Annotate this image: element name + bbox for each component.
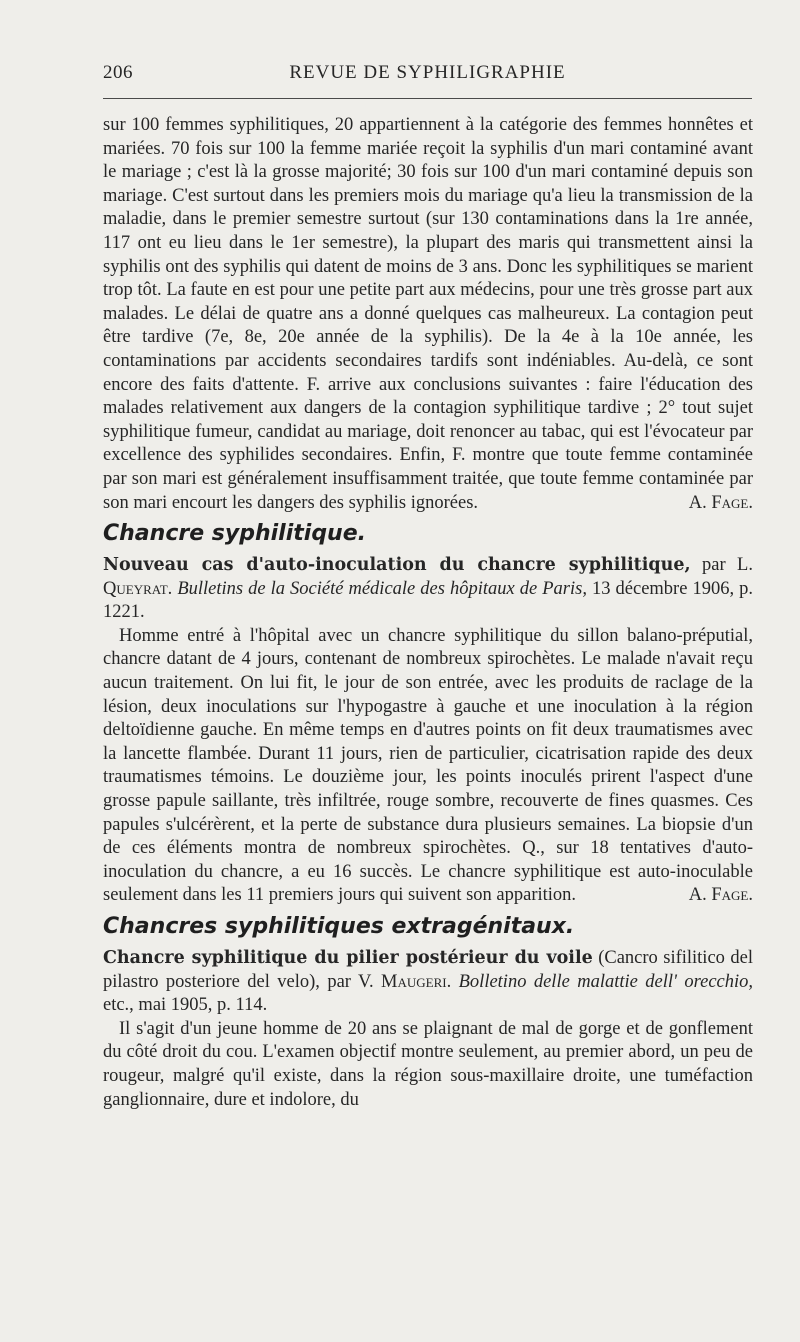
reference-author: Queyrat: [103, 578, 168, 599]
review-paragraph: [103, 114, 753, 515]
page-content: [103, 114, 753, 1112]
article-body-text: Homme entré à l'hôpital avec un chancre syphilitique du sillon balano-préputial, chancre datant de 4 jours, contenant de nombreux spirochètes. Le malade n'avait reçu aucun traitement. On lui fit, le jour de son entrée, avec les produits de raclage de la lésion, deux inoculations sur l'hypogastre à gauche et une inoculation à la région deltoïdienne gauche. En même temps en d'autres points on fit deux traumatismes avec la lancette flambée. Durant 11 jours, rien de particulier, cicatrisation rapide des deux traumatismes témoins. Le douzième jour, les points inoculés prirent l'aspect d'une grosse papule saillante, très infiltrée, rouge sombre, recouverte de fines quasmes. Ces papules s'ulcérèrent, et la perte de substance dura plusieurs semaines. La biopsie d'un de ces éléments montra de nombreux spirochètes. Q., sur 18 tentatives d'auto-inoculation du chancre, a eu 16 succès. Le chancre syphilitique est auto-inoculable seulement dans les 11 premiers jours qui suivent son apparition.: [103, 625, 753, 906]
journal-title: REVUE DE SYPHILIGRAPHIE: [289, 62, 566, 83]
reference-original-title: (Cancro sifilitico del pilastro posteriore del velo), par V.: [103, 948, 753, 992]
article-title: Nouveau cas d'auto-inoculation du chancre syphilitique,: [103, 555, 691, 576]
review-text: sur 100 femmes syphilitiques, 20 appartiennent à la catégorie des femmes honnêtes et mariées. 70 fois sur 100 la femme mariée reçoit la syphilis d'un mari contaminé avant le mariage ; c'est là la grosse majorité; 30 fois sur 100 d'un mari contaminé depuis son mariage. C'est surtout dans les premiers mois du mariage qu'a lieu la transmission de la maladie, dans le premier semestre surtout (sur 130 contaminations dans la 1re année, 117 ont eu lieu dans le 1er semestre), la plupart des maris qui transmettent ainsi la syphilis ont des syphilis qui datent de moins de 3 ans. Donc les syphilitiques se marient trop tôt. La faute en est pour une petite part aux médecins, pour une très grosse part aux malades. Le délai de quatre ans a donné quelques cas malheureux. La contagion peut être tardive (7e, 8e, 20e année de la syphilis). De la 4e à la 10e année, les contaminations par accidents secondaires tardifs sont indéniables. Au-delà, ce sont encore des faits d'attente. F. arrive aux conclusions suivantes : faire l'éducation des malades relativement aux dangers de la contagion syphilitique tardive ; 2° tout sujet syphilitique fumeur, candidat au mariage, doit renoncer au tabac, qui est l'évocateur par excellence des syphilides secondaires. Enfin, F. montre que toute femme contaminée par son mari est généralement insuffisamment traitée, que toute femme contaminée par son mari encourt les dangers des syphilis ignorées.: [103, 115, 753, 513]
article-body: [103, 625, 753, 908]
reference-date-2: etc., mai 1905, p. 114.: [103, 995, 268, 1016]
section-heading-extragenital: Chancres syphilitiques extragénitaux.: [103, 914, 575, 939]
reference-date: 13 décembre 1906, p. 1221.: [103, 578, 753, 623]
article-title-2: Chancre syphilitique du pilier postérieur du voile: [103, 948, 593, 968]
article-reference-2: [103, 947, 753, 1018]
article-body-text-2: Il s'agit d'un jeune homme de 20 ans se plaignant de mal de gorge et de gonflement du côté droit du cou. L'examen objectif montre seulement, au premier abord, un peu de rougeur, malgré qu'il existe, dans la région sous-maxillaire droite, une tuméfaction ganglionnaire, dure et indolore, du: [103, 1018, 753, 1110]
article-signature: A. Fage.: [688, 885, 753, 906]
review-signature: A. Fage.: [688, 492, 753, 513]
article-body-2: [103, 1018, 753, 1112]
reference-separator-2: .: [446, 971, 459, 992]
reference-by: par L.: [690, 555, 753, 576]
header-rule: [103, 98, 752, 99]
page-number: 206: [103, 62, 133, 83]
running-head: [103, 62, 752, 90]
reference-author-2: Maugeri: [381, 971, 447, 992]
reference-journal-2: Bolletino delle malattie dell' orecchio,: [458, 971, 754, 992]
article-reference: [103, 554, 753, 625]
reference-journal: Bulletins de la Société médicale des hôpitaux de Paris,: [177, 578, 587, 599]
reference-separator: .: [167, 578, 178, 599]
section-heading-chancre: Chancre syphilitique.: [103, 521, 367, 547]
